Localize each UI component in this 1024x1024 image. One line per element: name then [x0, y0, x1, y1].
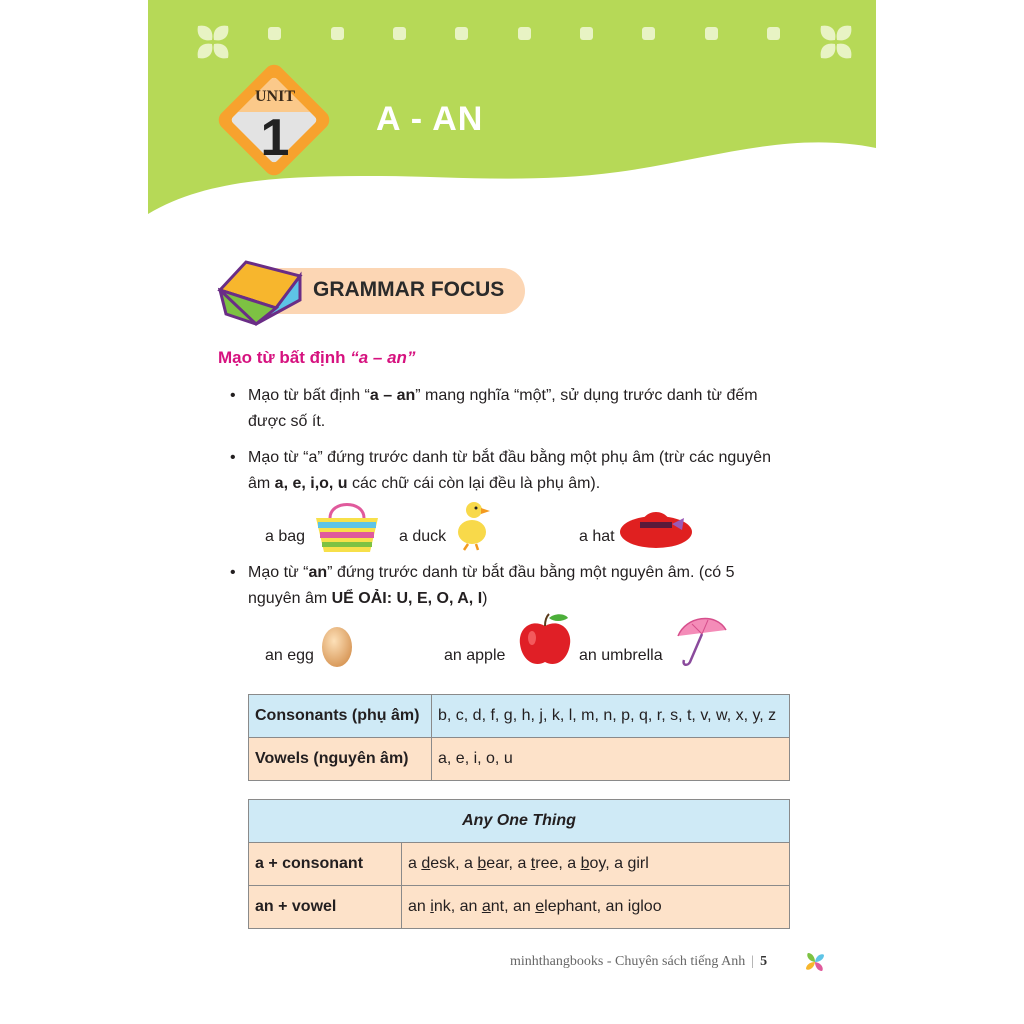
example-word: an ink	[408, 898, 451, 915]
example-label: a duck	[399, 528, 447, 545]
page-footer: minhthangbooks - Chuyên sách tiếng Anh | 5	[510, 954, 768, 969]
example-word: , a bear	[455, 855, 509, 872]
table-cell	[402, 886, 790, 929]
example-label: an umbrella	[579, 647, 663, 664]
table-row	[249, 843, 790, 886]
unit-number: 1	[260, 109, 290, 167]
table-cell: b, c, d, f, g, h, j, k, l, m, n, p, q, r, s, t, v, w, x, y, z	[432, 695, 790, 738]
hat-icon	[618, 500, 694, 552]
table-head-cell: Consonants (phụ âm)	[249, 695, 432, 738]
bag-icon	[312, 498, 382, 554]
umbrella-icon	[672, 612, 730, 670]
any-one-thing-table	[248, 799, 790, 929]
example-label: an egg	[265, 647, 314, 664]
page-number: 5	[760, 954, 768, 969]
table-head-cell: a + consonant	[249, 843, 402, 886]
apple-icon	[516, 610, 574, 668]
book-page	[148, 0, 876, 1024]
example-word: , a girl	[605, 855, 649, 872]
example-word: , an elephant	[504, 898, 597, 915]
duck-icon	[448, 496, 492, 552]
example-word: , a tree	[508, 855, 559, 872]
example-label: a bag	[265, 528, 306, 545]
example-word: , an igloo	[596, 898, 662, 915]
unit-label: UNIT	[254, 88, 295, 105]
table-row	[249, 695, 790, 738]
bullet-1: • Mạo từ bất định “a – an” mang nghĩa “một”, sử dụng trước danh từ đếm được số ít.	[248, 383, 788, 435]
table-head-cell: an + vowel	[249, 886, 402, 929]
example-label: an apple	[444, 647, 506, 664]
example-word: , an ant	[450, 898, 505, 915]
bullet-2: • Mạo từ “a” đứng trước danh từ bắt đầu bằng một phụ âm (trừ các nguyên âm a, e, i,o, u các chữ cái còn lại đều là phụ âm).	[248, 445, 788, 497]
table-row	[249, 800, 790, 843]
table-cell: a, e, i, o, u	[432, 738, 790, 781]
topic-heading: Mạo từ bất định “a – an”	[218, 348, 416, 367]
bullet-3: • Mạo từ “an” đứng trước danh từ bắt đầu bằng một nguyên âm. (có 5 nguyên âm UỂ OẢI: U, E, O, A, I)	[248, 560, 788, 612]
table-cell	[402, 843, 790, 886]
cube-icon	[216, 256, 308, 328]
unit-title: A - AN	[376, 100, 484, 138]
example-word: a desk	[408, 855, 456, 872]
table-row	[249, 738, 790, 781]
section-title: GRAMMAR FOCUS	[313, 278, 505, 301]
example-word: , a boy	[558, 855, 606, 872]
egg-icon	[320, 622, 354, 668]
table-title: Any One Thing	[249, 800, 790, 843]
table-head-cell: Vowels (nguyên âm)	[249, 738, 432, 781]
letters-table	[248, 694, 790, 781]
publisher-logo-icon	[804, 951, 826, 973]
example-label: a hat	[579, 528, 615, 545]
table-row	[249, 886, 790, 929]
